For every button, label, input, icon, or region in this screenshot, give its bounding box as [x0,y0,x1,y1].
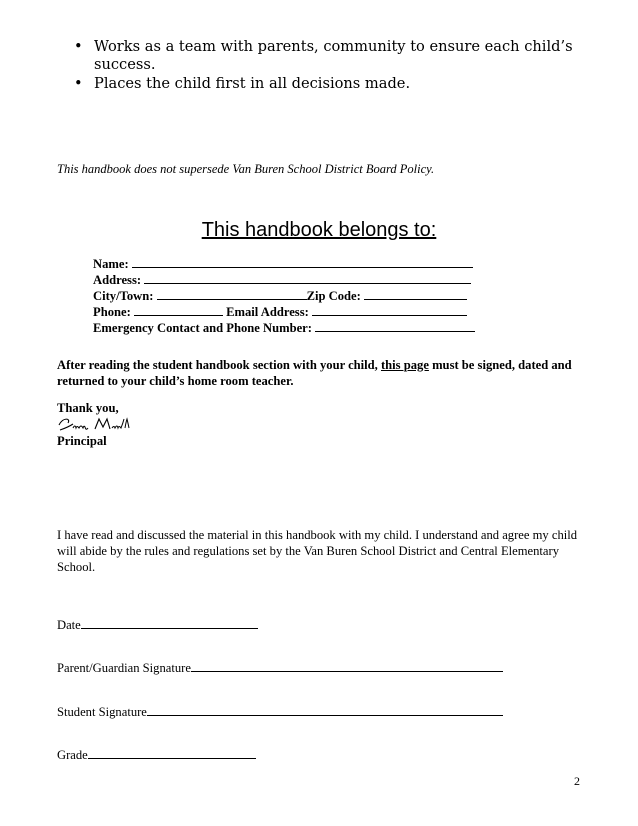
address-field[interactable] [144,271,471,284]
zip-field[interactable] [364,287,467,300]
parent-signature-line [57,658,503,676]
parent-signature-field[interactable] [191,658,503,672]
principal-title: Principal [57,434,107,448]
belongs-heading: This handbook belongs to: [201,219,437,241]
page-number: 2 [574,774,580,788]
bullet-item [74,38,594,74]
emergency-field[interactable] [315,319,475,332]
address-label: Address: [93,273,142,287]
address-row [93,271,475,287]
bullet-glyph: • [74,75,83,92]
email-field[interactable] [312,303,467,316]
emergency-row [93,319,475,335]
name-field[interactable] [132,255,473,268]
instruction-emphasis: this page [380,358,429,372]
city-label: City/Town: [93,289,154,303]
city-zip-row [93,287,475,303]
city-field[interactable] [157,287,307,300]
principal-signature [57,416,137,433]
date-line [57,615,258,633]
date-label: Date [57,618,81,632]
name-row [93,255,475,271]
acknowledgement-statement: I have read and discussed the material in this handbook with my child. I understand and agree my child will abide by the rules and regulations set by the Van Buren School District and Central Elementary School. [57,528,578,574]
name-label: Name: [93,257,129,271]
phone-label: Phone: [93,305,131,319]
student-signature-label: Student Signature [57,705,147,719]
student-signature-line [57,702,503,720]
parent-signature-label: Parent/Guardian Signature [57,661,191,675]
emergency-label: Emergency Contact and Phone Number: [93,321,312,335]
instruction-text-end: must be signed, dated and returned to your child’s home room teacher. [57,358,572,388]
bullet-list [74,38,594,94]
thanks-text: Thank you, [57,401,119,415]
instruction-text: After reading the student handbook section with your child, [57,358,381,372]
closing-block [57,400,137,449]
bullet-item [74,75,594,93]
bullet-text: Places the child first in all decisions made. [94,75,411,92]
grade-label: Grade [57,748,88,762]
owner-info-form [93,255,475,335]
student-signature-field[interactable] [147,702,503,716]
date-field[interactable] [81,615,258,629]
phone-email-row [93,303,475,319]
email-label: Email Address: [226,305,309,319]
return-instruction [57,357,587,389]
bullet-text: Works as a team with parents, community to ensure each child’s success. [94,38,573,73]
phone-field[interactable] [134,303,223,316]
bullet-glyph: • [74,38,83,55]
grade-field[interactable] [88,745,256,759]
zip-label: Zip Code: [306,289,361,303]
grade-line [57,745,256,763]
policy-disclaimer: This handbook does not supersede Van Buren School District Board Policy. [57,162,435,176]
